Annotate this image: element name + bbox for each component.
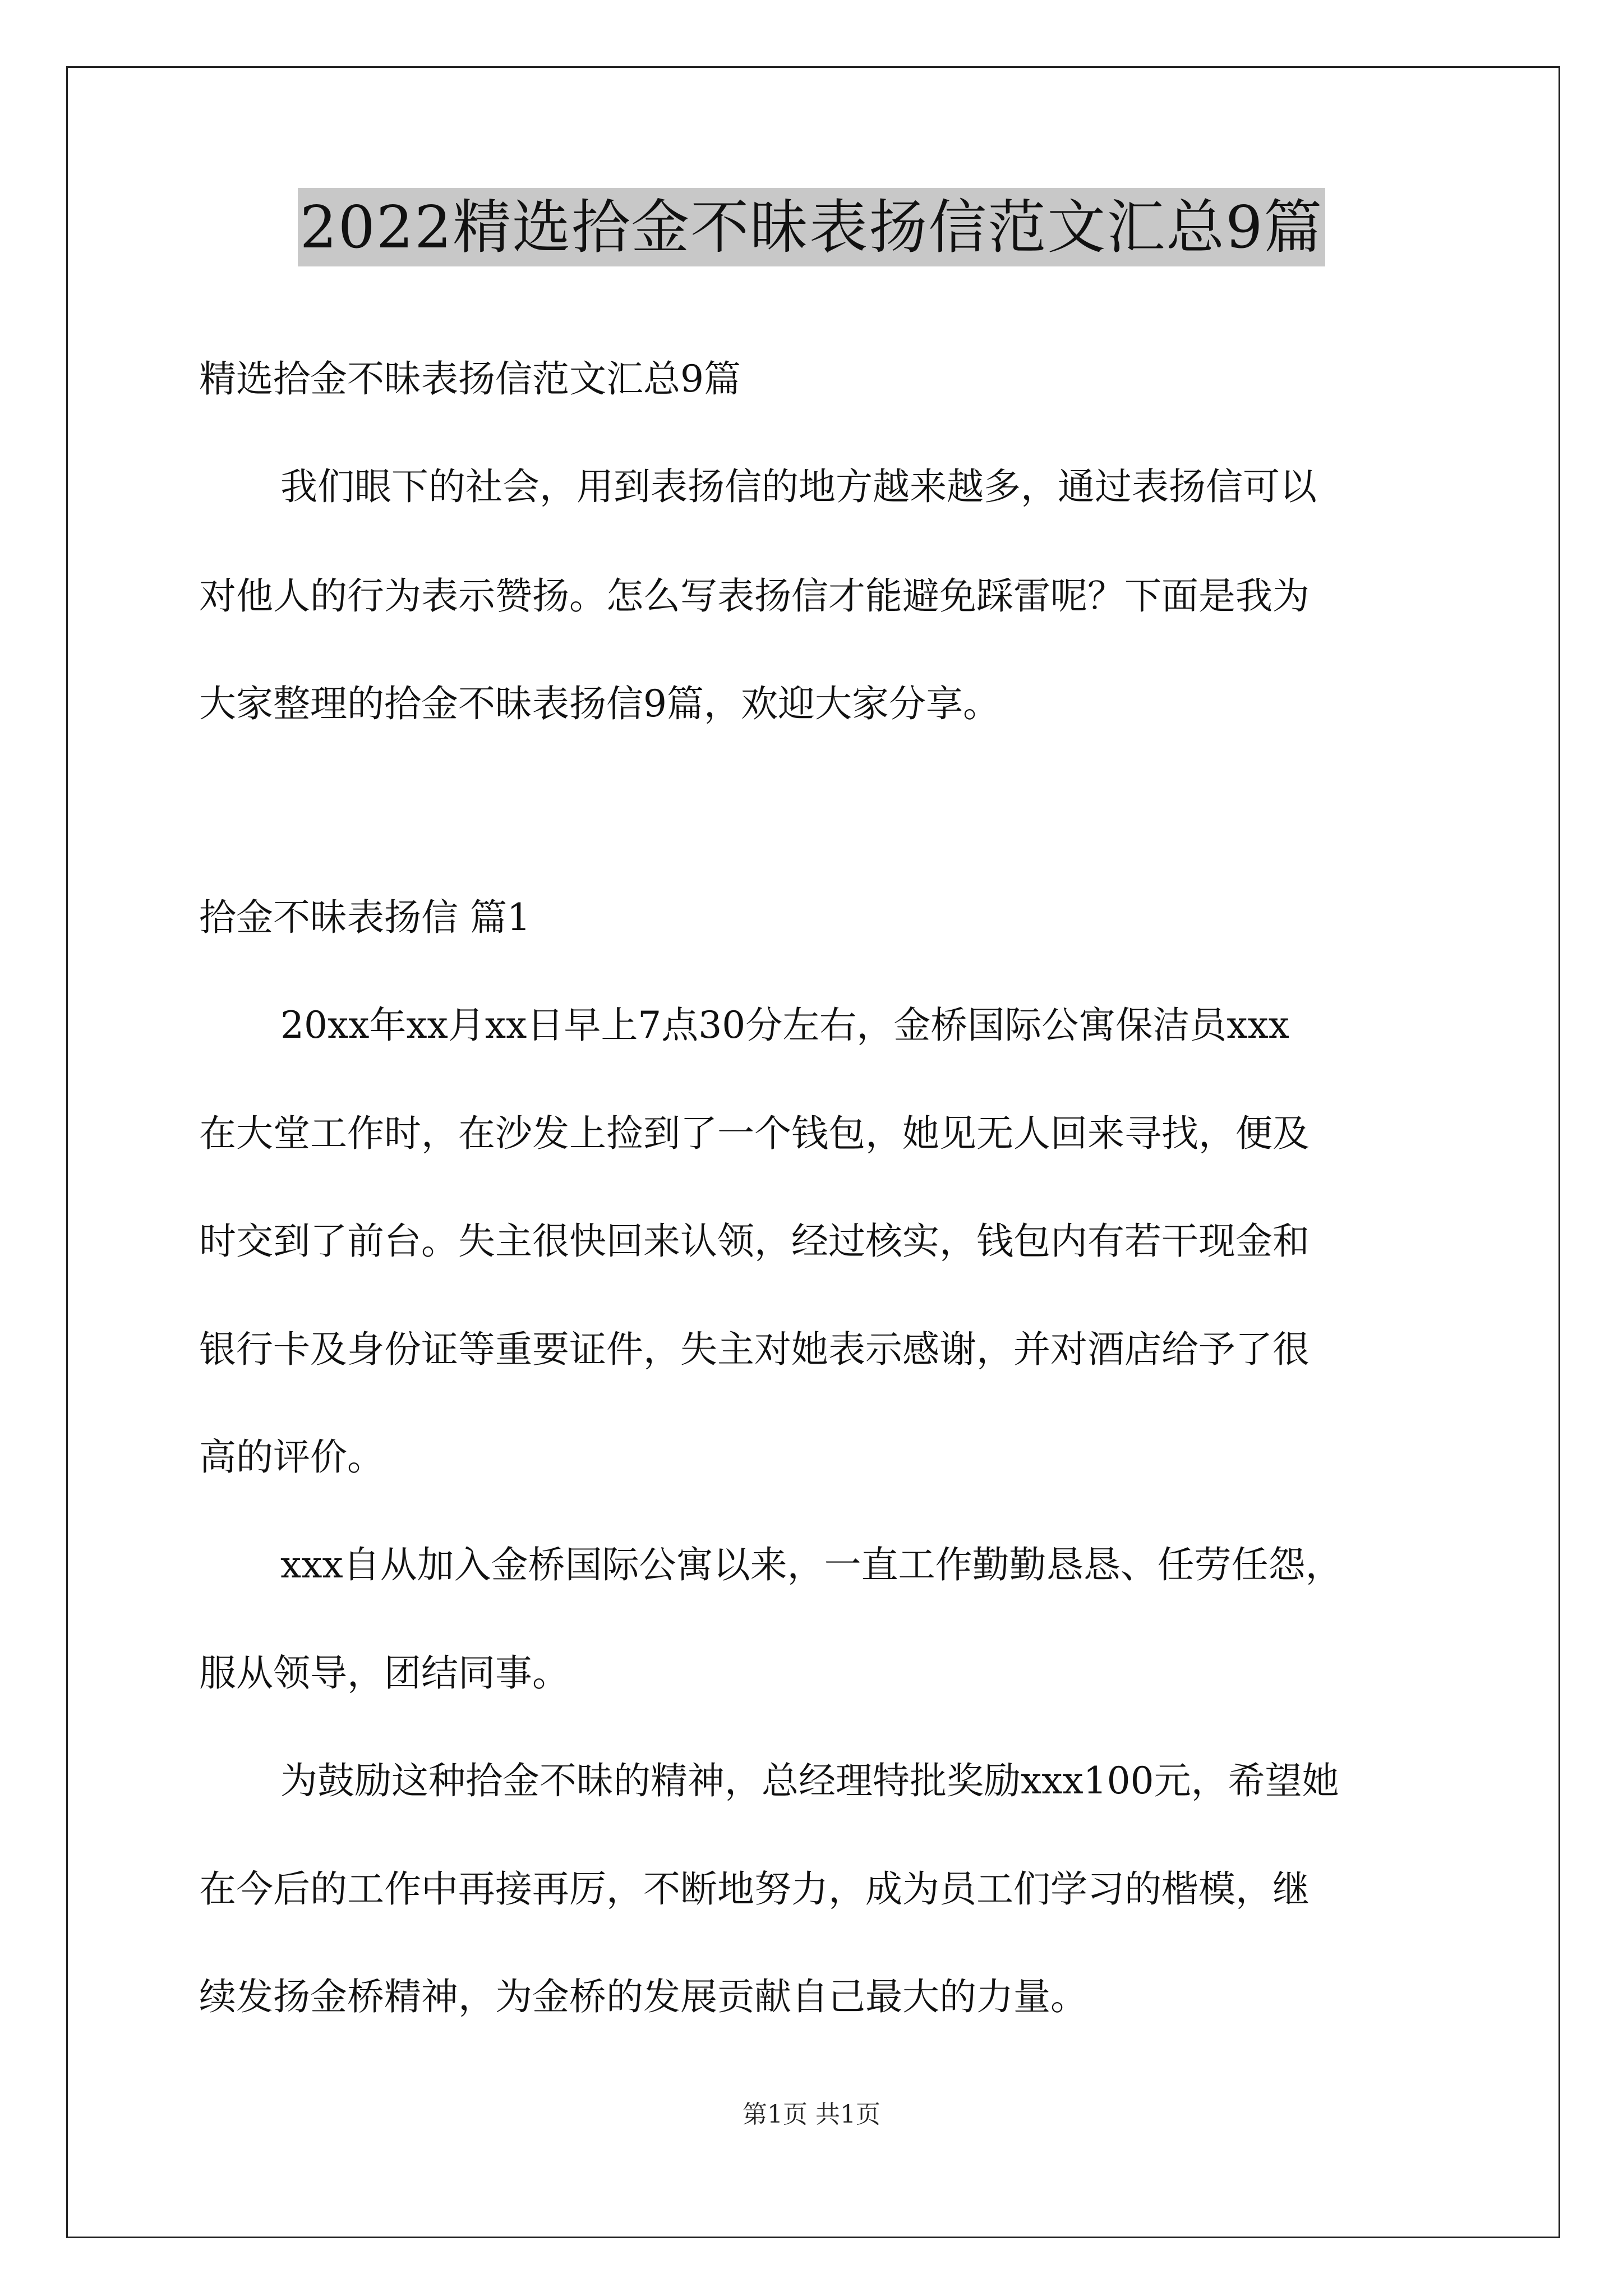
intro-line-1: 我们眼下的社会，用到表扬信的地方越来越多，通过表扬信可以 <box>280 465 1317 508</box>
para3-line-3: 续发扬金桥精神，为金桥的发展贡献自己最大的力量。 <box>199 1975 1087 2018</box>
document-subtitle: 精选拾金不昧表扬信范文汇总9篇 <box>199 357 741 401</box>
document-title: 2022精选拾金不昧表扬信范文汇总9篇 <box>298 188 1326 266</box>
page-footer: 第1页 共1页 <box>743 2100 880 2129</box>
section-heading: 拾金不昧表扬信 篇1 <box>199 896 531 939</box>
para1-line-2: 在大堂工作时，在沙发上捡到了一个钱包，她见无人回来寻找，便及 <box>199 1112 1310 1155</box>
intro-line-2: 对他人的行为表示赞扬。怎么写表扬信才能避免踩雷呢？下面是我为 <box>199 574 1310 618</box>
title-container <box>0 188 1623 266</box>
para1-line-1: 20xx年xx月xx日早上7点30分左右，金桥国际公寓保洁员xxx <box>280 1004 1289 1047</box>
para3-line-2: 在今后的工作中再接再厉，不断地努力，成为员工们学习的楷模，继 <box>199 1867 1310 1911</box>
para2-line-2: 服从领导，团结同事。 <box>199 1651 569 1695</box>
intro-line-3: 大家整理的拾金不昧表扬信9篇，欢迎大家分享。 <box>199 682 1000 725</box>
para1-line-3: 时交到了前台。失主很快回来认领，经过核实，钱包内有若干现金和 <box>199 1220 1310 1263</box>
para3-line-1: 为鼓励这种拾金不昧的精神，总经理特批奖励xxx100元，希望她 <box>280 1759 1339 1802</box>
para2-line-1: xxx自从加入金桥国际公寓以来，一直工作勤勤恳恳、任劳任怨， <box>280 1543 1343 1586</box>
para1-line-5: 高的评价。 <box>199 1435 384 1479</box>
para1-line-4: 银行卡及身份证等重要证件，失主对她表示感谢，并对酒店给予了很 <box>199 1328 1310 1371</box>
